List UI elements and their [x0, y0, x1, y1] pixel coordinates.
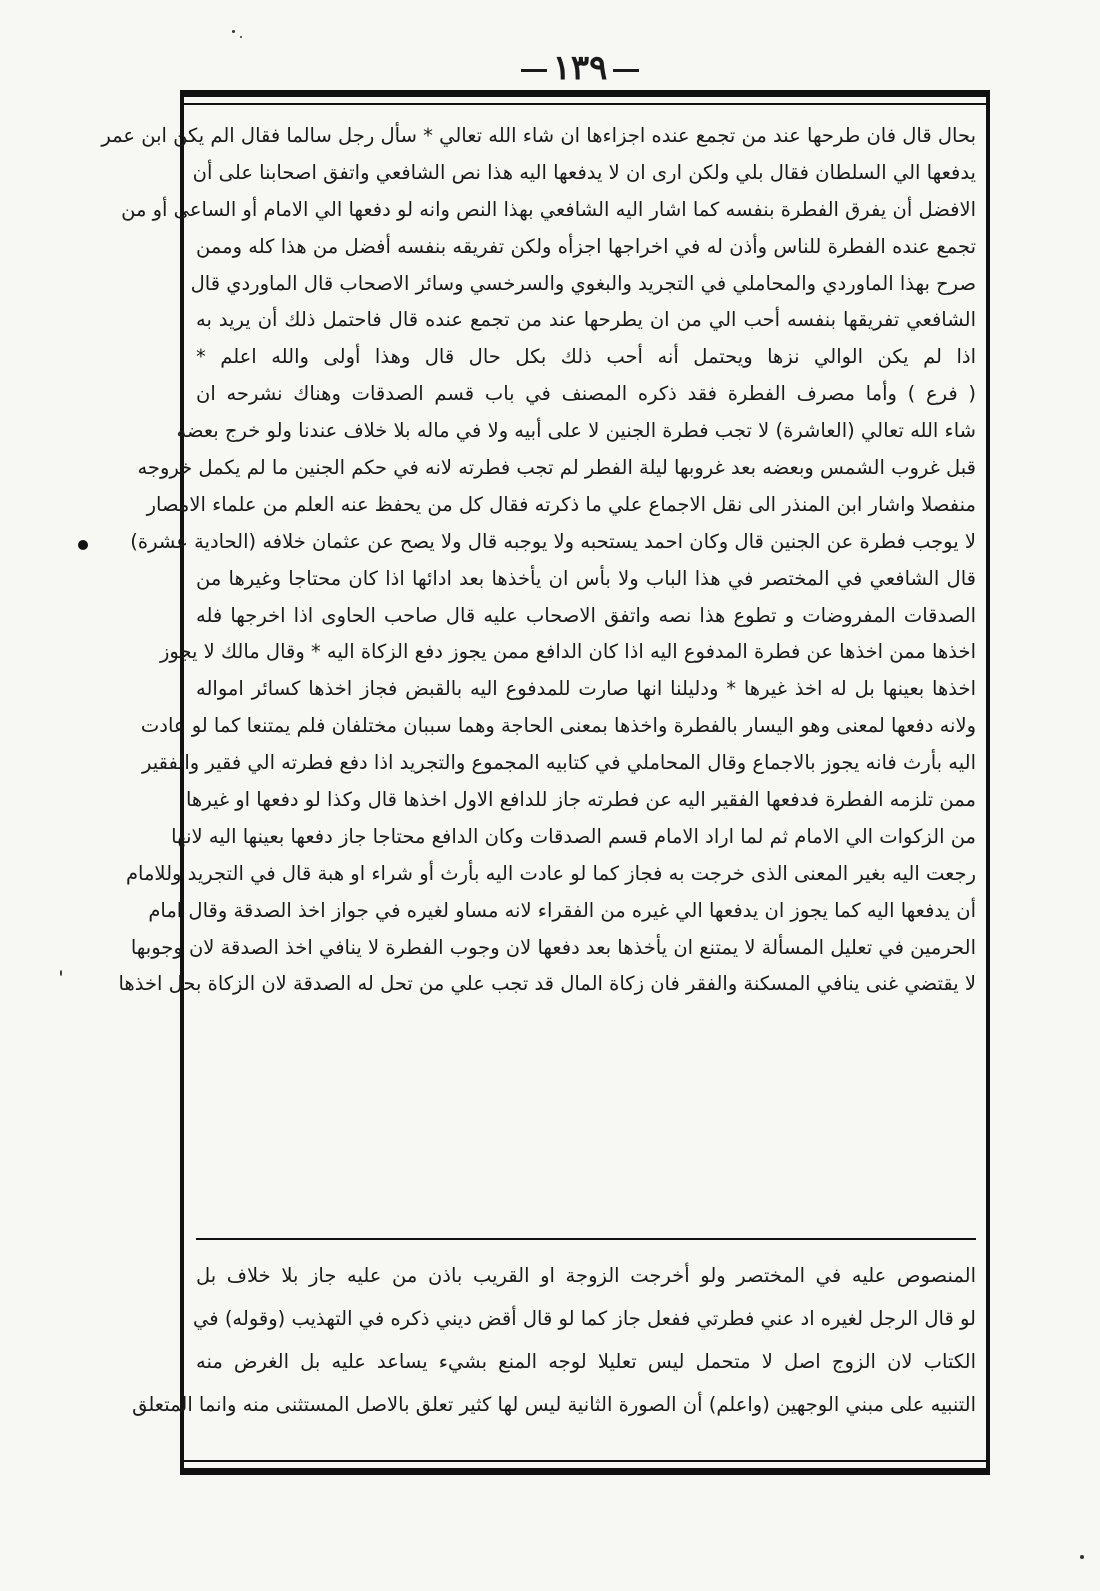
footnote-line: الكتاب لان الزوج اصل لا متحمل ليس تعليلا لوجه المنع بشيء يساعد عليه بل الغرض منه — [196, 1350, 976, 1373]
page-number: ١٣٩ — [500, 48, 660, 88]
text-line: صرح بهذا الماوردي والمحاملي في التجريد والبغوي والسرخسي وسائر الاصحاب قال الماوردي قال — [190, 271, 976, 295]
text-line: الافضل أن يفرق الفطرة بنفسه كما اشار اليه الشافعي بهذا النص وانه لو دفعها الي الامام أو الساعى أو من — [121, 197, 976, 221]
text-line: اليه بأرث فانه يجوز بالاجماع وقال المحاملي في كتابيه المجموع والتجريد اذا دفع فطرته الي فقير والفقير — [142, 751, 976, 775]
text-line: شاء الله تعالي (العاشرة) لا تجب فطرة الجنين لا على أبيه ولا في ماله بلا خلاف عندنا ولو خرج بعضه — [176, 419, 976, 443]
text-line: رجعت اليه بغير المعنى الذى خرجت به فجاز كما لو عادت اليه بأرث أو شراء او هبة قال في التجريد وللامام — [125, 861, 976, 885]
text-line: الشافعي تفريقها بنفسه أحب الي من ان يطرحها عند من تجمع عنده قال فاحتمل ذلك أن يريد به — [196, 308, 976, 332]
text-line: اذا لم يكن الوالي نزها ويحتمل أنه أحب ذلك بكل حال قال وهذا أولى والله اعلم * — [196, 345, 976, 369]
footnote-line: المنصوص عليه في المختصر ولو أخرجت الزوجة او القريب باذن من عليه جاز بلا خلاف بل — [196, 1264, 976, 1287]
text-line: منفصلا واشار ابن المنذر الى نقل الاجماع علي ما ذكرته فقال كل من يحفظ عنه العلم من علماء الامصار — [146, 492, 976, 516]
ink-speck — [240, 36, 242, 38]
text-line: الحرمين في تعليل المسألة لا يمتنع ان يأخذها بعد دفعها لان وجوب الفطرة لا ينافي اخذ الصدقة لان وجوبها — [130, 935, 976, 959]
text-line: ممن تلزمه الفطرة فدفعها الفقير اليه عن فطرته جاز للدافع الاول اخذها قال وكذا لو دفعها او غيرها — [185, 788, 976, 812]
text-line: ولانه دفعها لمعنى وهو اليسار بالفطرة واخذها بمعنى الحاجة وهما سببان مختلفان فلم يمتنعا كما لو عادت — [140, 714, 976, 738]
text-line: قبل غروب الشمس وبعضه بعد غروبها ليلة الفطر لم تجب فطرته لانه في حكم الجنين ما لم يكمل خروجه — [137, 456, 976, 480]
text-line: لا يقتضي غنى ينافي المسكنة والفقر فان زكاة المال قد تجب علي من تحل له الصدقة لان الزكاة بحل اخذها — [118, 972, 976, 996]
footnote-line: لو قال الرجل لغيره اد عني فطرتي ففعل جاز كما لو قال أقض ديني ذكره في التهذيب (وقوله) في — [193, 1307, 976, 1330]
text-line: أن يدفعها اليه كما يجوز ان يدفعها الي غيره من الفقراء لانه مساو لغيره في جواز اخذ الصدقة وقال امام — [148, 898, 976, 922]
ink-speck — [1080, 1555, 1084, 1559]
text-line: تجمع عنده الفطرة للناس وأذن له في اخراجها اجزأه ولكن تفريقه بنفسه أفضل من هذا كله وممن — [196, 234, 976, 258]
text-line: قال الشافعي في المختصر في هذا الباب ولا بأس ان يأخذها بعد ادائها اذا كان محتاجا وغيرها من — [196, 566, 976, 590]
text-line: يدفعها الي السلطان فقال بلي ولكن ارى ان لا يدفعها اليه هذا نص الشافعي واتفق اصحابنا على أن — [192, 160, 976, 184]
text-line: من الزكوات الي الامام ثم لما اراد الامام قسم الصدقات وكان الدافع محتاجا جاز دفعها بعينها اليه لانها — [171, 824, 976, 848]
footnote-separator — [196, 1238, 976, 1240]
ink-speck — [232, 30, 235, 33]
footnote-block — [132, 1254, 976, 1454]
text-line: بحال قال فان طرحها عند من تجمع عنده اجزاءها ان شاء الله تعالي * سأل رجل سالما فقال الم يكن ابن عمر — [101, 124, 976, 147]
text-line: اخذها بعينها بل له اخذ غيرها * ودليلنا انها صارت للمدفوع اليه بالقبض فجاز اخذها كسائر امواله — [196, 677, 976, 701]
footnote-line: التنبيه على مبني الوجهين (واعلم) أن الصورة الثانية ليس لها كثير تعلق بالاصل المستثنى منه وانما المتعلق — [132, 1393, 976, 1416]
main-text-block — [101, 118, 976, 1226]
text-line: الصدقات المفروضات و تطوع هذا نصه واتفق الاصحاب عليه قال صاحب الحاوى اذا اخرجها فله — [196, 603, 976, 627]
ink-dot-mark — [78, 540, 88, 550]
text-line: لا يوجب فطرة عن الجنين قال وكان احمد يستحبه ولا يوجبه قال ولا يصح عن عثمان خلافه (الحادية عشرة) — [130, 529, 976, 553]
text-line: اخذها ممن اخذها عن فطرة المدفوع اليه اذا كان الدافع ممن يجوز دفع الزكاة اليه * وقال مالك لا يجوز — [159, 640, 976, 664]
ink-speck — [60, 970, 62, 976]
text-line: ( فرع ) وأما مصرف الفطرة فقد ذكره المصنف في باب قسم الصدقات وهناك نشرحه ان — [196, 382, 976, 406]
